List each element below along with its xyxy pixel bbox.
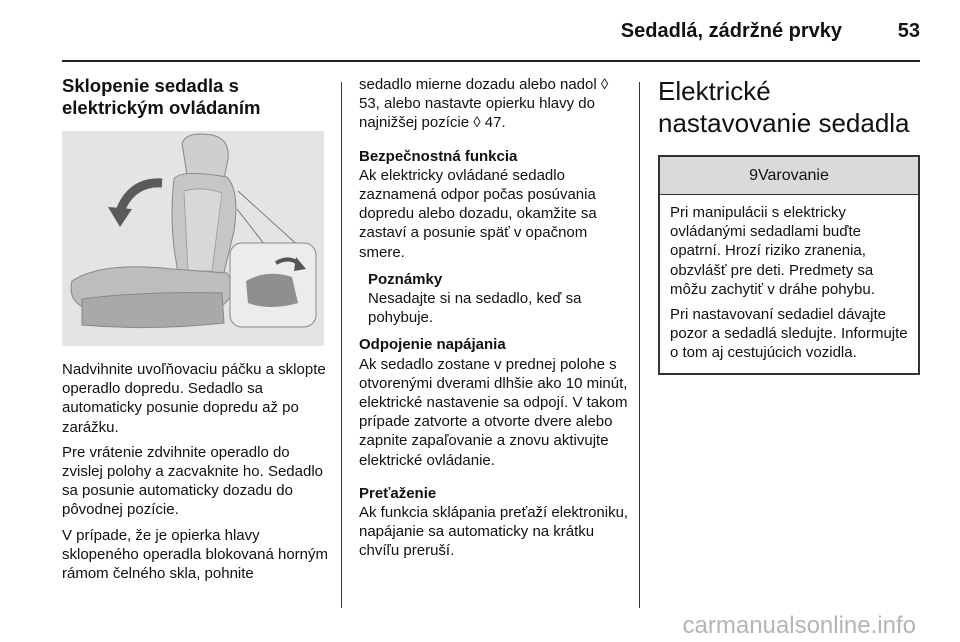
section-title-seat-folding: Sklopenie sedadla s elektrickým ovládaním — [62, 75, 261, 118]
warning-icon: 9 — [749, 167, 759, 184]
column-2 — [359, 75, 629, 561]
watermark: carmanualsonline.info — [682, 612, 916, 639]
note-heading: Poznámky — [368, 270, 443, 288]
paragraph: V prípade, že je opierka hlavy sklopeného operadla blokovaná horným rámom čelného skla, pohnite — [62, 526, 329, 583]
column-divider-left — [341, 82, 342, 608]
header-title: Sedadlá, zádržné prvky — [620, 20, 842, 42]
page-number: 53 — [897, 20, 920, 42]
note-block — [359, 270, 629, 328]
paragraph: Ak sedadlo zostane v prednej polohe s otvorenými dverami dlhšie ako 10 minút, elektrické nastavenie sa odpojí. V takom prípade zatvorte a otvorte dvere alebo zapnite zapaľovanie a znovu aktivujte elektrické ovládanie. — [359, 355, 628, 469]
subheading-overload: Preťaženie — [359, 484, 437, 502]
page-header — [0, 0, 960, 64]
section-title-electric-adjustment: Elektrické nastavovanie sedadla — [658, 76, 910, 138]
header-rule — [62, 60, 920, 62]
paragraph: Ak elektricky ovládané sedadlo zaznamená odpor počas posúvania dopredu alebo dozadu, okamžite sa zastaví a posunie späť v opačnom smere. — [359, 166, 597, 261]
paragraph: Pre vrátenie zdvihnite operadlo do zvislej polohy a zacvaknite ho. Sedadlo sa posunie automaticky dozadu do pôvodnej pozície. — [62, 443, 323, 519]
paragraph: sedadlo mierne dozadu alebo nadol ◊ 53, alebo nastavte opierku hlavy do najnižšej pozície ◊ 47. — [359, 76, 609, 132]
warning-header — [660, 157, 918, 195]
warning-paragraph: Pri nastavovaní sedadiel dávajte pozor a sedadlá sledujte. Informujte o tom aj cestujúcich vozidla. — [670, 306, 908, 362]
paragraph: Nadvihnite uvoľňovaciu páčku a sklopte operadlo dopredu. Sedadlo sa automaticky posunie dopredu až po zarážku. — [62, 361, 326, 436]
column-1 — [62, 75, 332, 583]
seat-folding-illustration — [62, 131, 324, 346]
warning-paragraph: Pri manipulácii s elektricky ovládanými sedadlami buďte opatrní. Hrozí riziko zranenia, obzvlášť pre deti. Predmety sa môžu zachytiť v dráhe pohybu. — [670, 204, 875, 298]
warning-box — [658, 155, 920, 375]
warning-body — [660, 195, 918, 373]
paragraph: Ak funkcia sklápania preťaží elektroniku, napájanie sa automaticky na krátku chvíľu preruší. — [359, 504, 629, 560]
note-text: Nesadajte si na sedadlo, keď sa pohybuje. — [368, 290, 582, 327]
column-3 — [658, 75, 920, 375]
warning-label: Varovanie — [758, 167, 829, 184]
subheading-safety: Bezpečnostná funkcia — [359, 147, 518, 165]
subheading-power: Odpojenie napájania — [359, 336, 506, 354]
column-divider-right — [639, 82, 640, 608]
